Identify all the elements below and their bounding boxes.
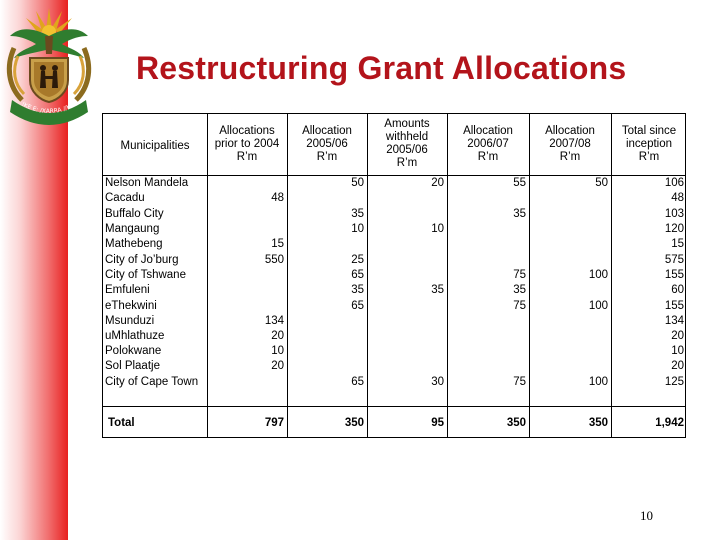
allocation-value: 10	[351, 223, 364, 235]
municipality-name: City of Cape Town	[105, 376, 199, 388]
total-label: Total	[108, 417, 135, 429]
allocation-value: 575	[664, 254, 684, 266]
municipality-name: Buffalo City	[105, 208, 164, 220]
municipality-name: uMhlathuze	[105, 330, 165, 342]
allocation-value: 20	[271, 360, 284, 372]
allocation-value: 134	[664, 315, 684, 327]
total-value: 797	[264, 417, 284, 429]
municipality-name: City of Jo’burg	[105, 254, 179, 266]
allocation-value: 50	[351, 177, 364, 189]
allocation-value: 550	[264, 254, 284, 266]
allocation-value: 15	[671, 238, 684, 250]
allocation-value: 125	[664, 376, 684, 388]
allocation-value: 48	[671, 192, 684, 204]
municipality-name: Cacadu	[105, 192, 145, 204]
municipality-name: Polokwane	[105, 345, 162, 357]
crest-motto: !KE E: /XARRA //KE	[20, 100, 76, 116]
municipality-name: Mathebeng	[105, 238, 163, 250]
allocation-value: 30	[431, 376, 444, 388]
allocation-value: 35	[513, 208, 526, 220]
allocation-value: 65	[351, 300, 364, 312]
table-header-cell: Total since inception R’m	[621, 125, 677, 163]
allocation-value: 100	[588, 269, 608, 281]
allocation-value: 134	[264, 315, 284, 327]
municipality-name: Msunduzi	[105, 315, 155, 327]
allocation-value: 20	[671, 360, 684, 372]
allocation-value: 20	[671, 330, 684, 342]
allocation-value: 65	[351, 269, 364, 281]
total-value: 350	[344, 417, 364, 429]
total-value: 95	[431, 417, 444, 429]
allocation-value: 20	[271, 330, 284, 342]
table-header-cell: Allocation 2007/08 R’m	[545, 125, 595, 163]
allocation-value: 155	[664, 269, 684, 281]
table-header-cell: Amounts withheld 2005/06 R’m	[384, 118, 430, 169]
allocation-value: 20	[431, 177, 444, 189]
table-header-cell: Allocation 2006/07 R’m	[463, 125, 513, 163]
allocation-value: 100	[588, 376, 608, 388]
slide-title: Restructuring Grant Allocations	[136, 50, 627, 86]
allocation-value: 35	[431, 284, 444, 296]
allocation-value: 100	[588, 300, 608, 312]
allocations-table	[102, 113, 686, 438]
allocation-value: 10	[671, 345, 684, 357]
municipality-name: eThekwini	[105, 300, 157, 312]
allocation-value: 10	[431, 223, 444, 235]
allocation-value: 75	[513, 269, 526, 281]
municipality-name: Sol Plaatje	[105, 360, 160, 372]
table-row-divider	[103, 406, 685, 407]
coat-of-arms-icon	[0, 2, 98, 130]
municipality-name: City of Tshwane	[105, 269, 186, 281]
allocation-value: 35	[513, 284, 526, 296]
total-value: 350	[506, 417, 526, 429]
allocation-value: 106	[664, 177, 684, 189]
table-header-cell: Allocations prior to 2004 R’m	[214, 125, 280, 163]
allocation-value: 35	[351, 208, 364, 220]
allocation-value: 75	[513, 376, 526, 388]
allocation-value: 35	[351, 284, 364, 296]
page-number: 10	[640, 508, 653, 523]
municipality-name: Nelson Mandela	[105, 177, 189, 189]
total-value: 350	[588, 417, 608, 429]
allocation-value: 75	[513, 300, 526, 312]
total-value: 1,942	[655, 417, 684, 429]
allocation-value: 120	[664, 223, 684, 235]
allocation-value: 15	[271, 238, 284, 250]
allocation-value: 25	[351, 254, 364, 266]
table-header-cell: Municipalities	[120, 140, 190, 152]
municipality-name: Emfuleni	[105, 284, 150, 296]
allocation-value: 103	[664, 208, 684, 220]
allocation-value: 155	[664, 300, 684, 312]
allocation-value: 10	[271, 345, 284, 357]
allocation-value: 65	[351, 376, 364, 388]
allocation-value: 55	[513, 177, 526, 189]
municipality-name: Mangaung	[105, 223, 160, 235]
allocation-value: 48	[271, 192, 284, 204]
table-row-divider	[103, 175, 685, 176]
allocation-value: 60	[671, 284, 684, 296]
allocation-value: 50	[595, 177, 608, 189]
table-header-cell: Allocation 2005/06 R’m	[302, 125, 352, 163]
